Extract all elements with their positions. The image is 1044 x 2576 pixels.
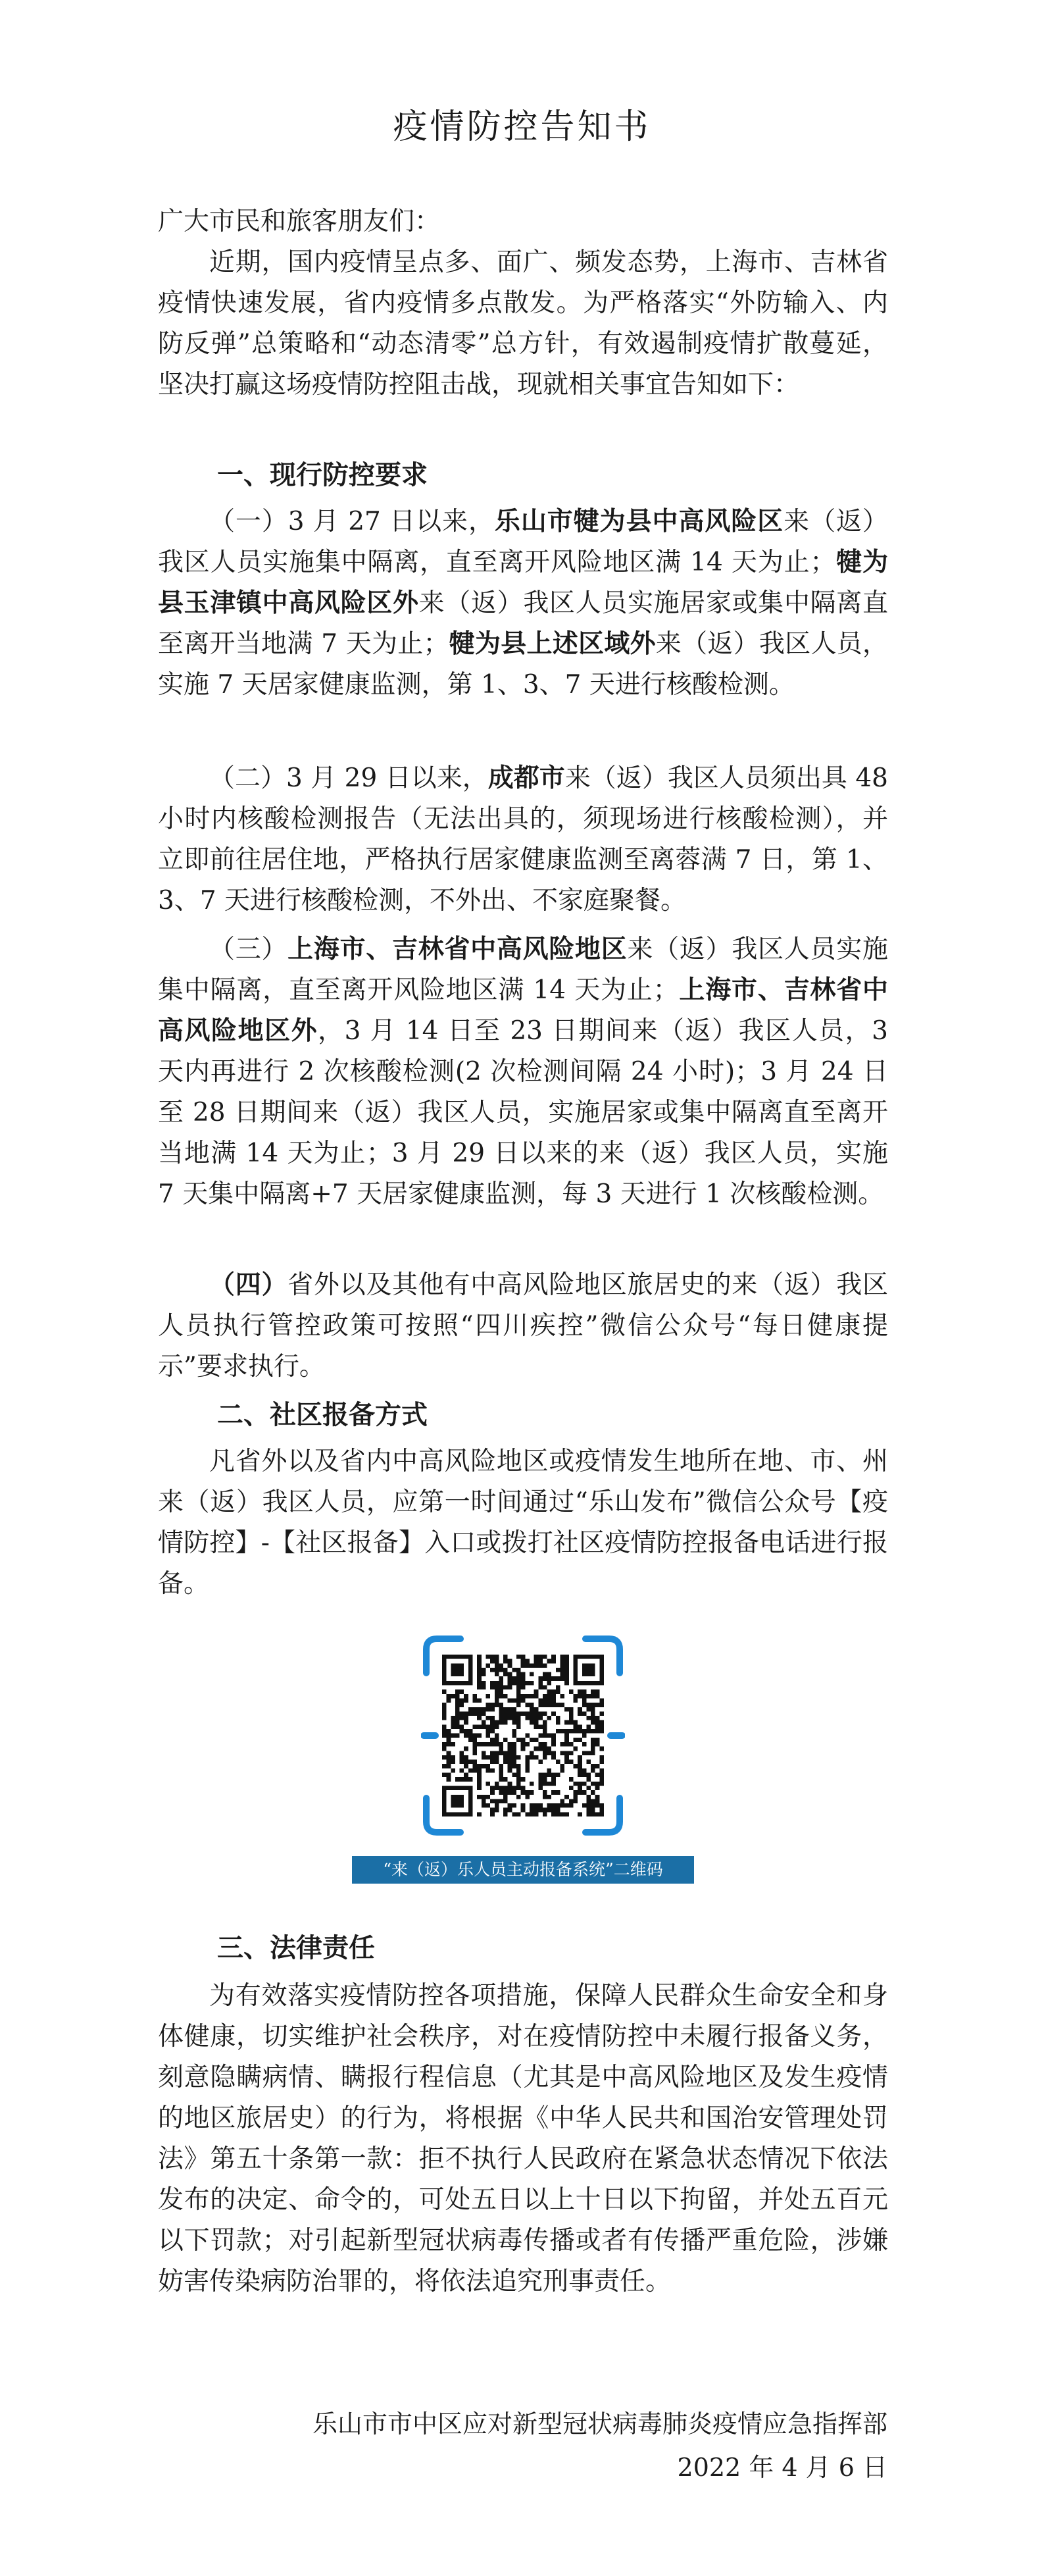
item1-area-b: 犍为县玉津镇中高风险区外 (158, 548, 888, 618)
item3-area-a: 上海市、吉林省中高风险地区 (287, 935, 628, 964)
item1-area-a: 乐山市犍为县中高风险区 (494, 507, 784, 536)
section2-body: 凡省外以及省内中高风险地区或疫情发生地所在地、市、州来（返）我区人员，应第一时间通过“乐山发布”微信公众号【疫情防控】-【社区报备】入口或拨打社区疫情防控报备电话进行报备。 (158, 1447, 888, 1599)
item3-area-b: 上海市、吉林省中高风险地区外 (158, 975, 888, 1046)
item1-area-c: 犍为县上述区域外 (449, 629, 656, 659)
item1-rule-a: 来（返）我区人员实施集中隔离，直至离开风险地区满 14 天为止； (158, 507, 888, 577)
qr-caption: “来（返）乐人员主动报备系统”二维码 (352, 1856, 694, 1884)
salutation: 广大市民和旅客朋友们： (158, 207, 441, 236)
section1-heading: 一、现行防控要求 (217, 460, 428, 490)
section1-item4 (158, 1265, 888, 1387)
qr-pattern (442, 1655, 604, 1816)
signature-date: 2022 年 4 月 6 日 (677, 2453, 887, 2482)
item1-rule-c: 来（返）我区人员，实施 7 天居家健康监测，第 1、3、7 天进行核酸检测。 (158, 629, 888, 700)
section3-body: 为有效落实疫情防控各项措施，保障人民群众生命安全和身体健康，切实维护社会秩序，对在疫情防控中未履行报备义务，刻意隐瞒病情、瞒报行程信息（尤其是中高风险地区及发生疫情的地区旅居史）的行为，将根据《中华人民共和国治安管理处罚法》第五十条第一款：拒不执行人民政府在紧急状态情况下依法发布的决定、命令的，可处五日以上十日以下拘留，并处五百元以下罚款；对引起新型冠状病毒传播或者有传播严重危险，涉嫌妨害传染病防治罪的，将依法追究刑事责任。 (158, 1981, 888, 2296)
signature-org: 乐山市市中区应对新型冠状病毒肺炎疫情应急指挥部 (312, 2409, 887, 2438)
section1-item1 (158, 502, 888, 706)
item2-rule: 来（返）我区人员须出具 48 小时内核酸检测报告（无法出具的，须现场进行核酸检测），并立即前往居住地，严格执行居家健康监测至离蓉满 7 日，第 1、3、7 天进行核酸检测，不外出、不家庭聚餐。 (158, 763, 888, 915)
item2-date: （二）3 月 29 日以来， (209, 763, 488, 793)
section1-item3 (158, 929, 888, 1215)
item2-area: 成都市 (487, 763, 565, 793)
item3-rule-a: 来（返）我区人员实施集中隔离，直至离开风险地区满 14 天为止； (158, 935, 888, 1005)
intro-paragraph: 近期，国内疫情呈点多、面广、频发态势，上海市、吉林省疫情快速发展，省内疫情多点散发。为严格落实“外防输入、内防反弹”总策略和“动态清零”总方针，有效遏制疫情扩散蔓延，坚决打赢这场疫情防控阻击战，现就相关事宜告知如下： (158, 247, 888, 399)
item1-rule-b: 来（返）我区人员实施居家或集中隔离直至离开当地满 7 天为止； (158, 588, 888, 659)
item1-date: （一）3 月 27 日以来， (209, 507, 495, 536)
item4-rule: 省外以及其他有中高风险地区旅居史的来（返）我区人员执行管控政策可按照“四川疾控”微信公众号“每日健康提示”要求执行。 (158, 1270, 888, 1381)
document-title: 疫情防控告知书 (393, 107, 651, 147)
item3-num: （三） (209, 935, 288, 964)
item4-num: （四） (209, 1270, 288, 1300)
section2-heading: 二、社区报备方式 (217, 1400, 428, 1430)
item3-rule-b: ，3 月 14 日至 23 日期间来（返）我区人员，3 天内再进行 2 次核酸检测(2 次检测间隔 24 小时)；3 月 24 日至 28 日期间来（返）我区人员，实施居家或集中隔离直至离开当地满 14 天为止；3 月 29 日以来的来（返）我区人员，实施 7 天集中隔离+7 天居家健康监测，每 3 天进行 1 次核酸检测。 (158, 1016, 888, 1209)
qr-code[interactable] (421, 1634, 625, 1838)
section1-item2 (158, 758, 888, 921)
section3-heading: 三、法律责任 (217, 1933, 375, 1963)
